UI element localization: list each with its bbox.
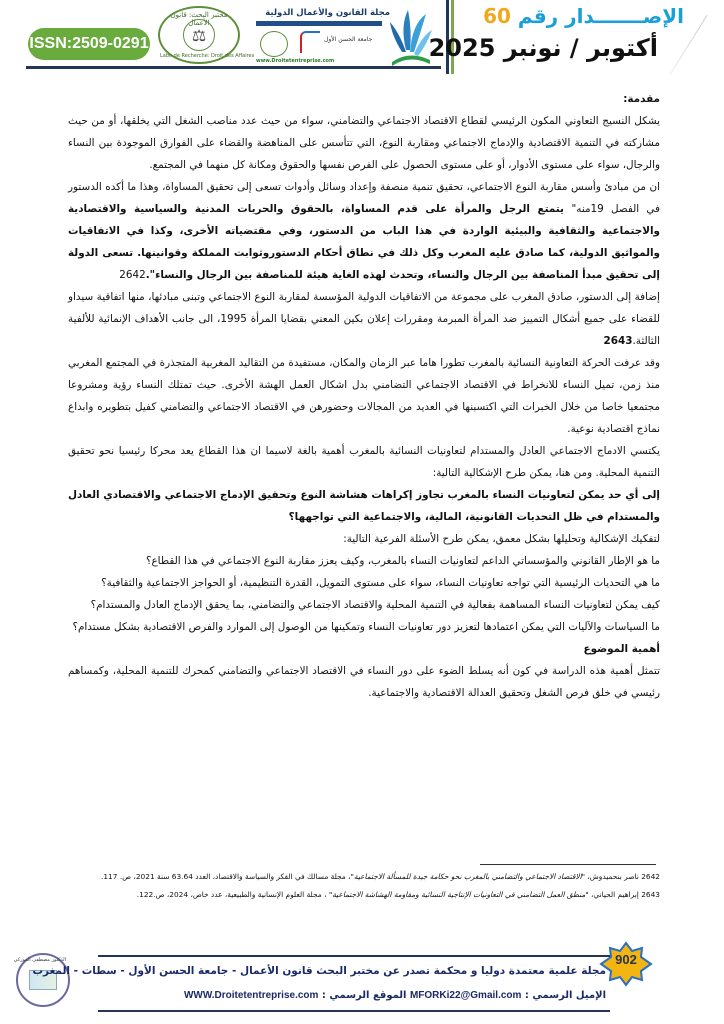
footnote-number: 2642 [641, 872, 660, 881]
website-link[interactable]: WWW.Droitetentreprise.com [183, 990, 319, 1001]
issue-number: 60 [483, 4, 511, 28]
sub-question-1: ما هو الإطار القانوني والمؤسساتي الداعم لتعاونيات النساء بالمغرب، وكيف يعزز مقاربة النوع الاجتماعي في هذا القطاع؟ [145, 555, 660, 567]
importance-text: تتمثل أهمية هذه الدراسة في كون أنه يسلط الضوء على دور النساء في الاقتصاد الاجتماعي والتضامني كمحرك للتنمية المحلية، وكمساهم رئيسي في خلق فرص الشغل وتحقيق العدالة الاقتصادية والاجتماعية. [68, 665, 660, 699]
footer-contact [184, 990, 606, 1001]
journal-banner-logo [252, 6, 432, 68]
issue-label: الإصـــــــدار رقم [517, 4, 684, 28]
research-problem: إلى أي حد يمكن لتعاونيات النساء بالمغرب تجاوز إكراهات هشاشة النوع وتحقيق الإدماج الاجتماعي والاقتصادي العادل والمستدام في ظل التحديات القانونية، المالية، والاجتماعية التي تواجهها؟ [68, 489, 660, 523]
scales-of-justice-icon: ⚖ [183, 19, 215, 51]
journal-banner-title: مجلة القانون والأعمال الدولية [265, 8, 390, 18]
journal-banner-subtitle-bar [256, 21, 382, 26]
issue-date: أكتوبر / نونبر 2025 [428, 34, 658, 62]
sub-question-2: ما هي التحديات الرئيسية التي تواجه تعاونيات النساء، سواء على مستوى التمويل، القدرة التنظيمية، أو الحواجز الاجتماعية والثقافية؟ [101, 577, 660, 589]
university-name: جامعة الحسن الأول [324, 36, 373, 43]
open-book-icon [386, 6, 432, 66]
sub-question-3: كيف يمكن لتعاونيات النساء المساهمة بفعالية في التنمية المحلية والاقتصاد الاجتماعي والتضامني، بما يحقق الإدماج العادل والمستدام؟ [90, 599, 660, 611]
mini-lab-seal-icon [260, 31, 288, 57]
email-link[interactable]: MFORKi22@Gmail.com [409, 990, 522, 1001]
paragraph-2 [68, 176, 660, 286]
footnotes [68, 868, 660, 904]
footnote-author: ناصر بنحميدوش، [585, 872, 642, 881]
footer-journal-description: مجلة علمية معتمدة دوليا و محكمة تصدر عن مختبر البحث قانون الأعمال - جامعة الحسن الأول - سطات - المغرب [32, 965, 606, 977]
issn-badge: ISSN:2509-0291 [28, 28, 150, 60]
page-header [0, 0, 724, 78]
page-number: 902 [615, 952, 637, 967]
journal-banner-url: www.Droitetentreprise.com [256, 58, 335, 64]
paragraph-3-text: إضافة إلى الدستور، صادق المغرب على مجموعة من الاتفاقيات الدولية المؤسسة لمقاربة النوع الاجتماعي وتبنى مبادئها، منها اتفاقية سيداو للقضاء على جميع أشكال التمييز ضد المرأة المبرمة ومقررات إعلان بكين المعني بقضايا المرأة 1995، الى جانب الأهداف الإنمائية للألفية الثالثة. [68, 291, 661, 347]
footnote-source: ، مجلة العلوم الإنسانية والطبيعية، عدد خاص، 2024، ص.122. [136, 890, 329, 899]
footnote-ref-2643[interactable]: 2643 [603, 335, 633, 347]
footnote-separator [480, 864, 656, 865]
editor-seal-text: الدكتور مصطفى الفوركي [13, 957, 66, 963]
footer-top-divider [98, 955, 610, 957]
lab-seal-logo [158, 6, 255, 64]
footnote-author: إبراهيم الحياني، [588, 890, 642, 899]
sub-question-4: ما السياسات والآليات التي يمكن اعتمادها لتعزيز دور تعاونيات النساء وتمكينها من الوصول إلى الموارد والفرص الاقتصادية بشكل مستدام؟ [72, 621, 660, 633]
footnote-number: 2643 [641, 890, 660, 899]
footnote-ref-2642[interactable]: 2642 [119, 269, 146, 281]
paragraph-6: لتفكيك الإشكالية وتحليلها بشكل معمق، يمكن طرح الأسئلة الفرعية التالية: [343, 533, 660, 545]
paragraph-1: يشكل النسيج التعاوني المكون الرئيسي لقطاع الاقتصاد الاجتماعي والتضامني، سواء من حيث عدد مناصب الشغل التي يخلقها، أو من حيث مشاركته في التنمية الاقتصادية والإدماج الاجتماعي ومقاربة النوع، التي تتأسس على المناهضة والقضاء على الفوارق الموجودة بين النساء والرجال، سواء على مستوى الأدوار، أو على مستوى الحصول على الفرص نفسها والحقوق ومكانة كل منهما في المجتمع. [68, 115, 660, 171]
footnote-2643 [68, 886, 660, 904]
university-mark-icon [300, 31, 320, 53]
website-label: الموقع الرسمي : [318, 990, 407, 1001]
lab-seal-ring-text: مختبر البحث: قانون الأعمال [170, 11, 228, 27]
paragraph-2-text: ان من مبادئ وأسس مقاربة النوع الاجتماعي، تحقيق تنمية منصفة وإعداد وسائل وأدوات تسعى إلى تحقيق المساواة، وهذا ما أكده الدستور في الفصل 19منه" [68, 181, 660, 215]
footnote-title: "الاقتصاد الاجتماعي والتضامني بالمغرب نحو حكامة جيدة للمسألة الاجتماعية" [350, 872, 586, 881]
paragraph-3 [68, 286, 660, 352]
constitution-quote: يتمتع الرجل والمرأة على قدم المساواة، بالحقوق والحريات المدنية والسياسية والاقتصادية والاجتماعية والثقافية والبيئية الواردة في هذا الباب من الدستور، وفي مقتضياته الأخرى، وكذا في الاتفاقيات والمواثيق الدولية، كما صادق عليه المغرب وكل ذلك في نطاق أحكام الدستوروثوابت المملكة وقوانينها. تسعى الدولة إلى تحقيق مبدأ المناصفة بين الرجال والنساء، وتحدث لهذه الغاية هيئة للمناصفة بين الرجال والنساء". [68, 203, 660, 281]
footer-bottom-divider [98, 1010, 610, 1012]
footnote-title: "منطق العمل التضامني في التعاونيات الإنتاجية النسائية ومقاومة الهشاشة الاجتماعية" [328, 890, 589, 899]
issue-title [483, 4, 684, 28]
footnote-source: ، مجلة مسالك في الفكر والسياسة والاقتصاد، العدد 63.64 سنة 2021، ص. 117. [101, 872, 351, 881]
intro-heading: مقدمة: [623, 93, 660, 105]
footnote-2642 [68, 868, 660, 886]
importance-heading: أهمية الموضوع [583, 643, 660, 655]
article-body [68, 88, 660, 704]
email-label: الإميل الرسمي : [521, 990, 606, 1001]
header-divider [26, 66, 441, 69]
paragraph-4: وقد عرفت الحركة التعاونية النسائية بالمغرب تطورا هاما عبر الزمان والمكان، مستفيدة من التقاليد المغربية المتجذرة في المجتمع المغربي منذ زمن، تميل النساء للانخراط في الاقتصاد الاجتماعي التضامني بدل اشكال العمل الهشة الأخرى. حيث تمتلك النساء رؤية ومشروعا مجتمعيا خاصا من خلال الخبرات التي اكتسبنها في العديد من المجالات وحضورهن في الاقتصاد الاجتماعي والتضامني كفيل بتطويره وابداع نماذج اقتصادية نوعية. [68, 357, 660, 435]
paragraph-5: يكتسي الادماج الاجتماعي العادل والمستدام لتعاونيات النسائية بالمغرب أهمية بالغة لاسيما ان هذا القطاع يعد محركا رئيسيا نحو تحقيق التنمية المحلية. ومن هنا، يمكن طرح الإشكالية التالية: [68, 445, 660, 479]
lab-seal-bottom-text: Labo de Recherche: Droit des Affaires [160, 53, 255, 59]
